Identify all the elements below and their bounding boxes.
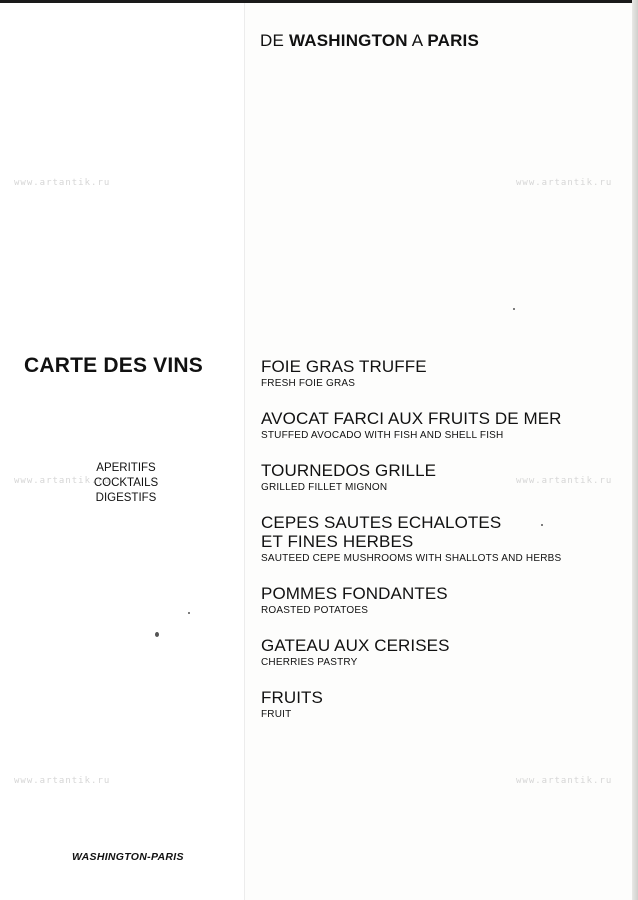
dish-name-english: FRESH FOIE GRAS (261, 378, 356, 389)
watermark: www.artantik.ru (14, 476, 111, 486)
watermark: www.artantik.ru (516, 776, 613, 786)
watermark: www.artantik.ru (516, 178, 613, 188)
wine-list-title: CARTE DES VINS (24, 354, 203, 377)
route-footer: WASHINGTON-PARIS (72, 851, 184, 863)
page-title (260, 31, 479, 51)
menu-item (261, 636, 621, 669)
watermark: www.artantik.ru (14, 776, 111, 786)
dish-name-english: ROASTED POTATOES (261, 605, 369, 616)
paper-speck (188, 612, 190, 614)
menu-item (261, 357, 621, 390)
dish-name-french: POMMES FONDANTES (261, 584, 448, 603)
title-origin: WASHINGTON (288, 31, 408, 50)
dish-name-french: TOURNEDOS GRILLE (261, 461, 437, 480)
drinks-item: APERITIFS (96, 462, 156, 474)
menu-item (261, 409, 621, 442)
title-destination: PARIS (427, 31, 480, 50)
menu-item (261, 513, 621, 565)
left-panel (0, 0, 245, 900)
drinks-list (70, 461, 182, 506)
drinks-item: DIGESTIFS (95, 492, 157, 504)
dish-name-english: STUFFED AVOCADO WITH FISH AND SHELL FISH (261, 430, 504, 441)
title-prefix: DE (260, 31, 285, 50)
menu-item (261, 688, 621, 721)
dish-name-english: CHERRIES PASTRY (261, 657, 358, 668)
right-edge (632, 0, 638, 900)
title-joiner: A (411, 31, 423, 50)
menu-item (261, 584, 621, 617)
menu-item (261, 461, 621, 494)
dish-name-french: FRUITS (261, 688, 323, 707)
watermark: www.artantik.ru (516, 476, 613, 486)
dish-name-french: CEPES SAUTES ECHALOTES ET FINES HERBES (261, 513, 502, 551)
top-edge (0, 0, 638, 3)
drinks-item: COCKTAILS (93, 477, 159, 489)
dish-name-english: FRUIT (261, 709, 292, 720)
watermark: www.artantik.ru (14, 178, 111, 188)
dish-name-french: AVOCAT FARCI AUX FRUITS DE MER (261, 409, 562, 428)
paper-speck (155, 632, 159, 637)
dish-name-french: GATEAU AUX CERISES (261, 636, 450, 655)
dish-name-english: SAUTEED CEPE MUSHROOMS WITH SHALLOTS AND HERBS (261, 553, 562, 564)
dish-name-english: GRILLED FILLET MIGNON (261, 482, 388, 493)
dish-name-french: FOIE GRAS TRUFFE (261, 357, 427, 376)
menu-list (261, 357, 621, 740)
paper-speck (513, 308, 515, 310)
